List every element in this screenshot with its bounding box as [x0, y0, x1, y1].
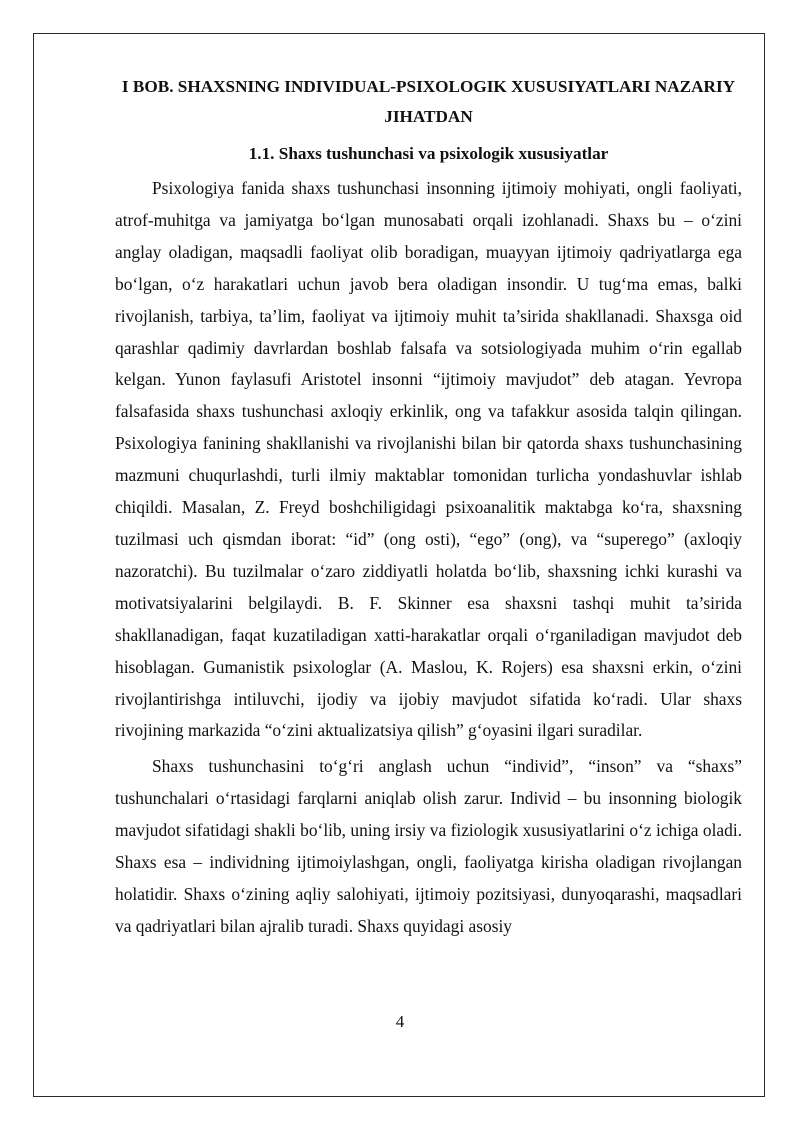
section-title: 1.1. Shaxs tushunchasi va psixologik xususiyatlar [248, 144, 609, 163]
paragraph-2: Shaxs tushunchasini to‘g‘ri anglash uchun “individ”, “inson” va “shaxs” tushunchalari o‘rtasidagi farqlarni aniqlab olish zarur. Individ – bu insonning biologik mavjudot sifatidagi shakli bo‘lib, uning irsiy va fiziologik xususiyatlarini o‘z ichiga oladi. Shaxs esa – individning ijtimoiylashgan, ongli, faoliyatga kirisha oladigan rivojlangan holatidir. Shaxs o‘zining aqliy salohiyati, ijtimoiy pozitsiyasi, dunyoqarashi, maqsadlari va qadriyatlari bilan ajralib turadi. Shaxs quyidagi asosiy [115, 756, 742, 936]
chapter-title: I BOB. SHAXSNING INDIVIDUAL-PSIXOLOGIK XUSUSIYATLARI NAZARIY JIHATDAN [121, 77, 736, 126]
page-number: 4 [395, 1012, 405, 1031]
page-content [115, 72, 742, 943]
paragraph-1: Psixologiya fanida shaxs tushunchasi insonning ijtimoiy mohiyati, ongli faoliyati, atrof-muhitga va jamiyatga bo‘lgan munosabati orqali izohlanadi. Shaxs bu – o‘zini anglay oladigan, maqsadli faoliyat olib boradigan, muayyan ijtimoiy qadriyatlarga ega bo‘lgan, o‘z harakatlari uchun javob bera oladigan insondir. U tug‘ma emas, balki rivojlanish, tarbiya, ta’lim, faoliyat va ijtimoiy muhit ta’sirida shakllanadi. Shaxsga oid qarashlar qadimiy davrlardan boshlab falsafa va sotsiologiyada muhim o‘rin egallab kelgan. Yunon faylasufi Aristotel insonni “ijtimoiy mavjudot” deb atagan. Yevropa falsafasida shaxs tushunchasi axloqiy erkinlik, ong va tafakkur asosida talqin qilingan. Psixologiya fanining shakllanishi va rivojlanishi bilan bir qatorda shaxs tushunchasining mazmuni chuqurlashdi, turli ilmiy maktablar tomonidan turlicha yondashuvlar ishlab chiqildi. Masalan, Z. Freyd boshchiligidagi psixoanalitik maktabga ko‘ra, shaxsning tuzilmasi uch qismdan iborat: “id” (ong osti), “ego” (ong), va “superego” (axloqiy nazoratchi). Bu tuzilmalar o‘zaro ziddiyatli holatda bo‘lib, shaxsning ichki kurashi va motivatsiyalarini belgilaydi. B. F. Skinner esa shaxsni tashqi muhit ta’sirida shakllanadigan, faqat kuzatiladigan xatti-harakatlar orqali o‘rganiladigan mavjudot deb hisoblagan. Gumanistik psixologlar (A. Maslou, K. Rojers) esa shaxsni erkin, o‘zini rivojlantirishga intiluvchi, ijodiy va ijobiy mavjudot sifatida ko‘radi. Ular shaxs rivojining markazida “o‘zini aktualizatsiya qilish” g‘oyasini ilgari suradilar. [115, 178, 742, 741]
